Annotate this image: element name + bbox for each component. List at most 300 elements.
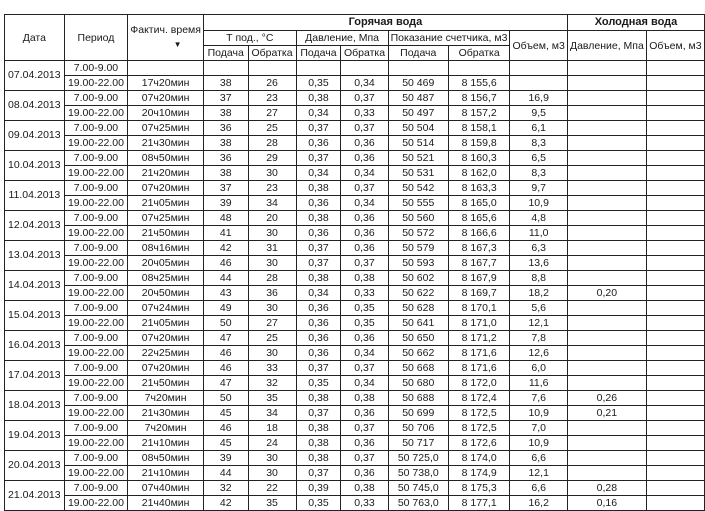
cold-pressure-cell bbox=[567, 121, 646, 136]
header-cold-pressure: Давление, Мпа bbox=[567, 31, 646, 61]
temp-return-cell: 25 bbox=[248, 121, 296, 136]
volume-cell: 12,1 bbox=[510, 316, 568, 331]
meter-supply-cell: 50 531 bbox=[388, 166, 448, 181]
pressure-supply-cell: 0,36 bbox=[296, 346, 341, 361]
period-cell: 19.00-22.00 bbox=[64, 256, 128, 271]
actual-time-cell: 7ч20мин bbox=[128, 391, 204, 406]
temp-return-cell: 23 bbox=[248, 181, 296, 196]
subheader-supply: Подача bbox=[296, 46, 341, 61]
pressure-return-cell: 0,34 bbox=[341, 346, 388, 361]
cold-volume-cell bbox=[646, 331, 704, 346]
cold-pressure-cell bbox=[567, 106, 646, 121]
volume-cell: 6,6 bbox=[510, 451, 568, 466]
temp-return-cell bbox=[248, 61, 296, 76]
cold-pressure-cell bbox=[567, 271, 646, 286]
temp-supply-cell: 44 bbox=[203, 466, 248, 481]
cold-pressure-cell bbox=[567, 196, 646, 211]
pressure-supply-cell: 0,38 bbox=[296, 271, 341, 286]
cold-volume-cell bbox=[646, 196, 704, 211]
pressure-supply-cell: 0,38 bbox=[296, 436, 341, 451]
meter-supply-cell: 50 469 bbox=[388, 76, 448, 91]
header-hot-water: Горячая вода bbox=[203, 15, 567, 31]
temp-return-cell: 26 bbox=[248, 76, 296, 91]
pressure-return-cell: 0,36 bbox=[341, 211, 388, 226]
table-row bbox=[5, 256, 705, 271]
temp-supply-cell bbox=[203, 61, 248, 76]
cold-pressure-cell bbox=[567, 181, 646, 196]
actual-time-cell: 22ч25мин bbox=[128, 346, 204, 361]
pressure-return-cell: 0,36 bbox=[341, 436, 388, 451]
period-cell: 7.00-9.00 bbox=[64, 241, 128, 256]
pressure-return-cell: 0,35 bbox=[341, 301, 388, 316]
meter-return-cell: 8 174,0 bbox=[448, 451, 510, 466]
period-cell: 19.00-22.00 bbox=[64, 376, 128, 391]
cold-volume-cell bbox=[646, 256, 704, 271]
pressure-supply-cell: 0,37 bbox=[296, 151, 341, 166]
cold-pressure-cell: 0,21 bbox=[567, 406, 646, 421]
temp-return-cell: 27 bbox=[248, 316, 296, 331]
period-cell: 7.00-9.00 bbox=[64, 421, 128, 436]
volume-cell: 6,6 bbox=[510, 481, 568, 496]
meter-supply-cell: 50 650 bbox=[388, 331, 448, 346]
cold-volume-cell bbox=[646, 106, 704, 121]
table-row bbox=[5, 301, 705, 316]
volume-cell: 16,9 bbox=[510, 91, 568, 106]
meter-return-cell: 8 172,0 bbox=[448, 376, 510, 391]
pressure-return-cell: 0,36 bbox=[341, 151, 388, 166]
actual-time-cell: 7ч20мин bbox=[128, 421, 204, 436]
cold-volume-cell bbox=[646, 181, 704, 196]
volume-cell: 6,1 bbox=[510, 121, 568, 136]
volume-cell: 6,0 bbox=[510, 361, 568, 376]
actual-time-cell: 07ч20мин bbox=[128, 91, 204, 106]
pressure-return-cell: 0,36 bbox=[341, 136, 388, 151]
cold-pressure-cell bbox=[567, 136, 646, 151]
volume-cell: 16,2 bbox=[510, 496, 568, 511]
cold-volume-cell bbox=[646, 481, 704, 496]
temp-supply-cell: 47 bbox=[203, 331, 248, 346]
actual-time-cell: 21ч50мин bbox=[128, 226, 204, 241]
meter-supply-cell: 50 745,0 bbox=[388, 481, 448, 496]
meter-return-cell: 8 172,5 bbox=[448, 406, 510, 421]
period-cell: 7.00-9.00 bbox=[64, 121, 128, 136]
pressure-supply-cell: 0,38 bbox=[296, 211, 341, 226]
meter-supply-cell: 50 680 bbox=[388, 376, 448, 391]
temp-supply-cell: 32 bbox=[203, 481, 248, 496]
meter-supply-cell: 50 521 bbox=[388, 151, 448, 166]
meter-return-cell: 8 175,3 bbox=[448, 481, 510, 496]
actual-time-cell: 21ч05мин bbox=[128, 196, 204, 211]
volume-cell: 12,6 bbox=[510, 346, 568, 361]
meter-return-cell: 8 157,2 bbox=[448, 106, 510, 121]
pressure-return-cell: 0,37 bbox=[341, 121, 388, 136]
pressure-supply-cell: 0,38 bbox=[296, 451, 341, 466]
temp-supply-cell: 39 bbox=[203, 196, 248, 211]
date-cell: 19.04.2013 bbox=[5, 421, 65, 451]
table-row bbox=[5, 346, 705, 361]
temp-supply-cell: 50 bbox=[203, 316, 248, 331]
pressure-supply-cell: 0,36 bbox=[296, 226, 341, 241]
cold-volume-cell bbox=[646, 451, 704, 466]
table-row bbox=[5, 106, 705, 121]
table-row bbox=[5, 211, 705, 226]
temp-supply-cell: 44 bbox=[203, 271, 248, 286]
temp-supply-cell: 46 bbox=[203, 361, 248, 376]
period-cell: 19.00-22.00 bbox=[64, 286, 128, 301]
cold-pressure-cell bbox=[567, 256, 646, 271]
pressure-supply-cell: 0,34 bbox=[296, 106, 341, 121]
period-cell: 7.00-9.00 bbox=[64, 181, 128, 196]
meter-return-cell: 8 167,3 bbox=[448, 241, 510, 256]
meter-supply-cell: 50 487 bbox=[388, 91, 448, 106]
period-cell: 7.00-9.00 bbox=[64, 211, 128, 226]
meter-supply-cell: 50 497 bbox=[388, 106, 448, 121]
temp-return-cell: 30 bbox=[248, 451, 296, 466]
meter-supply-cell: 50 668 bbox=[388, 361, 448, 376]
cold-volume-cell bbox=[646, 271, 704, 286]
meter-supply-cell: 50 514 bbox=[388, 136, 448, 151]
period-cell: 7.00-9.00 bbox=[64, 151, 128, 166]
meter-supply-cell: 50 699 bbox=[388, 406, 448, 421]
temp-return-cell: 34 bbox=[248, 196, 296, 211]
temp-return-cell: 20 bbox=[248, 211, 296, 226]
pressure-return-cell: 0,38 bbox=[341, 481, 388, 496]
pressure-supply-cell bbox=[296, 61, 341, 76]
date-cell: 20.04.2013 bbox=[5, 451, 65, 481]
actual-time-cell: 20ч05мин bbox=[128, 256, 204, 271]
cold-volume-cell bbox=[646, 121, 704, 136]
pressure-return-cell: 0,33 bbox=[341, 106, 388, 121]
header-meter: Показание счетчика, м3 bbox=[388, 31, 510, 46]
cold-volume-cell bbox=[646, 136, 704, 151]
actual-time-cell: 21ч20мин bbox=[128, 166, 204, 181]
subheader-supply: Подача bbox=[388, 46, 448, 61]
temp-supply-cell: 38 bbox=[203, 106, 248, 121]
temp-return-cell: 24 bbox=[248, 436, 296, 451]
temp-return-cell: 30 bbox=[248, 466, 296, 481]
temp-supply-cell: 46 bbox=[203, 346, 248, 361]
actual-time-cell: 17ч20мин bbox=[128, 76, 204, 91]
cold-pressure-cell bbox=[567, 316, 646, 331]
volume-cell: 10,9 bbox=[510, 196, 568, 211]
date-cell: 14.04.2013 bbox=[5, 271, 65, 301]
actual-time-cell: 21ч10мин bbox=[128, 436, 204, 451]
temp-return-cell: 30 bbox=[248, 346, 296, 361]
pressure-supply-cell: 0,35 bbox=[296, 376, 341, 391]
meter-supply-cell: 50 542 bbox=[388, 181, 448, 196]
pressure-return-cell: 0,36 bbox=[341, 226, 388, 241]
meter-return-cell bbox=[448, 61, 510, 76]
meter-supply-cell: 50 572 bbox=[388, 226, 448, 241]
temp-supply-cell: 45 bbox=[203, 436, 248, 451]
actual-time-cell: 07ч25мин bbox=[128, 211, 204, 226]
cold-pressure-cell bbox=[567, 61, 646, 76]
cold-volume-cell bbox=[646, 91, 704, 106]
period-cell: 19.00-22.00 bbox=[64, 106, 128, 121]
meter-return-cell: 8 160,3 bbox=[448, 151, 510, 166]
header-period: Период bbox=[64, 15, 128, 61]
actual-time-cell: 07ч25мин bbox=[128, 121, 204, 136]
actual-time-cell: 08ч50мин bbox=[128, 451, 204, 466]
actual-time-cell: 21ч10мин bbox=[128, 466, 204, 481]
meter-return-cell: 8 155,6 bbox=[448, 76, 510, 91]
meter-supply-cell: 50 717 bbox=[388, 436, 448, 451]
cold-volume-cell bbox=[646, 151, 704, 166]
meter-return-cell: 8 167,7 bbox=[448, 256, 510, 271]
temp-return-cell: 33 bbox=[248, 361, 296, 376]
meter-return-cell: 8 163,3 bbox=[448, 181, 510, 196]
cold-pressure-cell bbox=[567, 361, 646, 376]
volume-cell: 10,9 bbox=[510, 436, 568, 451]
temp-supply-cell: 46 bbox=[203, 421, 248, 436]
actual-time-cell: 08ч16мин bbox=[128, 241, 204, 256]
pressure-return-cell: 0,36 bbox=[341, 406, 388, 421]
volume-cell: 7,6 bbox=[510, 391, 568, 406]
cold-pressure-cell bbox=[567, 211, 646, 226]
actual-time-cell bbox=[128, 61, 204, 76]
meter-supply-cell: 50 688 bbox=[388, 391, 448, 406]
temp-supply-cell: 42 bbox=[203, 496, 248, 511]
temp-return-cell: 30 bbox=[248, 166, 296, 181]
meter-return-cell: 8 169,7 bbox=[448, 286, 510, 301]
meter-supply-cell: 50 560 bbox=[388, 211, 448, 226]
temp-supply-cell: 38 bbox=[203, 166, 248, 181]
pressure-return-cell: 0,37 bbox=[341, 421, 388, 436]
cold-pressure-cell bbox=[567, 151, 646, 166]
cold-pressure-cell bbox=[567, 466, 646, 481]
header-temperature: Т под., °С bbox=[203, 31, 296, 46]
pressure-return-cell: 0,35 bbox=[341, 316, 388, 331]
date-cell: 17.04.2013 bbox=[5, 361, 65, 391]
meter-return-cell: 8 177,1 bbox=[448, 496, 510, 511]
volume-cell: 7,8 bbox=[510, 331, 568, 346]
date-cell: 11.04.2013 bbox=[5, 181, 65, 211]
period-cell: 7.00-9.00 bbox=[64, 271, 128, 286]
table-row bbox=[5, 421, 705, 436]
pressure-supply-cell: 0,36 bbox=[296, 196, 341, 211]
table-row bbox=[5, 166, 705, 181]
water-readings-table bbox=[4, 14, 705, 511]
pressure-return-cell: 0,36 bbox=[341, 241, 388, 256]
meter-return-cell: 8 167,9 bbox=[448, 271, 510, 286]
table-row bbox=[5, 91, 705, 106]
header-pressure: Давление, Мпа bbox=[296, 31, 388, 46]
period-cell: 7.00-9.00 bbox=[64, 361, 128, 376]
temp-return-cell: 22 bbox=[248, 481, 296, 496]
pressure-supply-cell: 0,38 bbox=[296, 91, 341, 106]
meter-supply-cell: 50 725,0 bbox=[388, 451, 448, 466]
temp-supply-cell: 48 bbox=[203, 211, 248, 226]
pressure-supply-cell: 0,37 bbox=[296, 256, 341, 271]
volume-cell: 8,3 bbox=[510, 166, 568, 181]
volume-cell: 4,8 bbox=[510, 211, 568, 226]
date-cell: 18.04.2013 bbox=[5, 391, 65, 421]
actual-time-cell: 20ч50мин bbox=[128, 286, 204, 301]
temp-return-cell: 25 bbox=[248, 331, 296, 346]
actual-time-cell: 21ч40мин bbox=[128, 496, 204, 511]
volume-cell: 10,9 bbox=[510, 406, 568, 421]
period-cell: 19.00-22.00 bbox=[64, 166, 128, 181]
period-cell: 7.00-9.00 bbox=[64, 481, 128, 496]
meter-return-cell: 8 158,1 bbox=[448, 121, 510, 136]
period-cell: 19.00-22.00 bbox=[64, 76, 128, 91]
meter-return-cell: 8 172,4 bbox=[448, 391, 510, 406]
period-cell: 19.00-22.00 bbox=[64, 496, 128, 511]
temp-return-cell: 29 bbox=[248, 151, 296, 166]
actual-time-cell: 21ч30мин bbox=[128, 406, 204, 421]
temp-supply-cell: 49 bbox=[203, 301, 248, 316]
volume-cell: 6,5 bbox=[510, 151, 568, 166]
table-row bbox=[5, 271, 705, 286]
cold-volume-cell bbox=[646, 226, 704, 241]
actual-time-cell: 21ч30мин bbox=[128, 136, 204, 151]
table-row bbox=[5, 181, 705, 196]
pressure-return-cell: 0,37 bbox=[341, 181, 388, 196]
pressure-supply-cell: 0,34 bbox=[296, 166, 341, 181]
table-row bbox=[5, 451, 705, 466]
subheader-return: Обратка bbox=[448, 46, 510, 61]
pressure-supply-cell: 0,39 bbox=[296, 481, 341, 496]
temp-return-cell: 18 bbox=[248, 421, 296, 436]
temp-supply-cell: 42 bbox=[203, 241, 248, 256]
meter-return-cell: 8 166,6 bbox=[448, 226, 510, 241]
cold-volume-cell bbox=[646, 286, 704, 301]
table-row bbox=[5, 316, 705, 331]
table-row bbox=[5, 241, 705, 256]
temp-supply-cell: 38 bbox=[203, 136, 248, 151]
cold-pressure-cell: 0,20 bbox=[567, 286, 646, 301]
cold-volume-cell bbox=[646, 301, 704, 316]
pressure-supply-cell: 0,37 bbox=[296, 406, 341, 421]
cold-volume-cell bbox=[646, 316, 704, 331]
meter-supply-cell: 50 602 bbox=[388, 271, 448, 286]
pressure-return-cell: 0,34 bbox=[341, 196, 388, 211]
cold-pressure-cell bbox=[567, 421, 646, 436]
temp-return-cell: 27 bbox=[248, 106, 296, 121]
meter-return-cell: 8 165,6 bbox=[448, 211, 510, 226]
cold-volume-cell bbox=[646, 361, 704, 376]
table-row bbox=[5, 391, 705, 406]
pressure-supply-cell: 0,38 bbox=[296, 421, 341, 436]
period-cell: 19.00-22.00 bbox=[64, 196, 128, 211]
table-row bbox=[5, 226, 705, 241]
actual-time-cell: 08ч50мин bbox=[128, 151, 204, 166]
table-row bbox=[5, 496, 705, 511]
cold-pressure-cell: 0,28 bbox=[567, 481, 646, 496]
table-row bbox=[5, 331, 705, 346]
readings-body bbox=[5, 61, 705, 511]
cold-volume-cell bbox=[646, 466, 704, 481]
pressure-supply-cell: 0,37 bbox=[296, 466, 341, 481]
meter-return-cell: 8 159,8 bbox=[448, 136, 510, 151]
period-cell: 19.00-22.00 bbox=[64, 436, 128, 451]
cold-pressure-cell bbox=[567, 301, 646, 316]
meter-supply-cell: 50 504 bbox=[388, 121, 448, 136]
temp-supply-cell: 50 bbox=[203, 391, 248, 406]
volume-cell: 9,7 bbox=[510, 181, 568, 196]
date-cell: 07.04.2013 bbox=[5, 61, 65, 91]
cold-pressure-cell bbox=[567, 166, 646, 181]
cold-pressure-cell bbox=[567, 226, 646, 241]
cold-volume-cell bbox=[646, 346, 704, 361]
pressure-supply-cell: 0,36 bbox=[296, 331, 341, 346]
actual-time-cell: 07ч24мин bbox=[128, 301, 204, 316]
actual-time-cell: 07ч20мин bbox=[128, 181, 204, 196]
pressure-return-cell: 0,38 bbox=[341, 391, 388, 406]
cold-volume-cell bbox=[646, 166, 704, 181]
cold-volume-cell bbox=[646, 391, 704, 406]
temp-return-cell: 35 bbox=[248, 391, 296, 406]
cold-pressure-cell bbox=[567, 436, 646, 451]
temp-return-cell: 28 bbox=[248, 271, 296, 286]
pressure-return-cell: 0,34 bbox=[341, 376, 388, 391]
period-cell: 19.00-22.00 bbox=[64, 226, 128, 241]
pressure-supply-cell: 0,38 bbox=[296, 391, 341, 406]
actual-time-cell: 07ч20мин bbox=[128, 361, 204, 376]
pressure-supply-cell: 0,36 bbox=[296, 136, 341, 151]
cold-pressure-cell bbox=[567, 346, 646, 361]
cold-volume-cell bbox=[646, 421, 704, 436]
meter-return-cell: 8 171,6 bbox=[448, 346, 510, 361]
volume-cell: 7,0 bbox=[510, 421, 568, 436]
cold-pressure-cell bbox=[567, 376, 646, 391]
pressure-supply-cell: 0,36 bbox=[296, 316, 341, 331]
pressure-return-cell: 0,34 bbox=[341, 166, 388, 181]
volume-cell: 12,1 bbox=[510, 466, 568, 481]
date-cell: 08.04.2013 bbox=[5, 91, 65, 121]
period-cell: 7.00-9.00 bbox=[64, 331, 128, 346]
pressure-return-cell: 0,37 bbox=[341, 451, 388, 466]
header-actual-time bbox=[128, 15, 204, 61]
date-cell: 09.04.2013 bbox=[5, 121, 65, 151]
date-cell: 13.04.2013 bbox=[5, 241, 65, 271]
cold-pressure-cell bbox=[567, 451, 646, 466]
volume-cell: 11,0 bbox=[510, 226, 568, 241]
cold-pressure-cell bbox=[567, 76, 646, 91]
header-date: Дата bbox=[5, 15, 65, 61]
temp-supply-cell: 36 bbox=[203, 121, 248, 136]
cold-volume-cell bbox=[646, 436, 704, 451]
meter-return-cell: 8 156,7 bbox=[448, 91, 510, 106]
meter-return-cell: 8 172,5 bbox=[448, 421, 510, 436]
meter-supply-cell: 50 593 bbox=[388, 256, 448, 271]
pressure-return-cell: 0,38 bbox=[341, 271, 388, 286]
date-cell: 21.04.2013 bbox=[5, 481, 65, 511]
temp-return-cell: 35 bbox=[248, 496, 296, 511]
table-row bbox=[5, 436, 705, 451]
table-row bbox=[5, 361, 705, 376]
period-cell: 7.00-9.00 bbox=[64, 391, 128, 406]
temp-return-cell: 31 bbox=[248, 241, 296, 256]
cold-volume-cell bbox=[646, 406, 704, 421]
meter-return-cell: 8 171,0 bbox=[448, 316, 510, 331]
meter-supply-cell: 50 738,0 bbox=[388, 466, 448, 481]
cold-volume-cell bbox=[646, 61, 704, 76]
meter-supply-cell: 50 706 bbox=[388, 421, 448, 436]
meter-supply-cell: 50 763,0 bbox=[388, 496, 448, 511]
cold-volume-cell bbox=[646, 211, 704, 226]
period-cell: 19.00-22.00 bbox=[64, 316, 128, 331]
pressure-supply-cell: 0,37 bbox=[296, 361, 341, 376]
table-row bbox=[5, 151, 705, 166]
temp-supply-cell: 38 bbox=[203, 76, 248, 91]
cold-volume-cell bbox=[646, 496, 704, 511]
date-cell: 16.04.2013 bbox=[5, 331, 65, 361]
table-row bbox=[5, 406, 705, 421]
table-row bbox=[5, 61, 705, 76]
volume-cell bbox=[510, 76, 568, 91]
cold-pressure-cell: 0,26 bbox=[567, 391, 646, 406]
